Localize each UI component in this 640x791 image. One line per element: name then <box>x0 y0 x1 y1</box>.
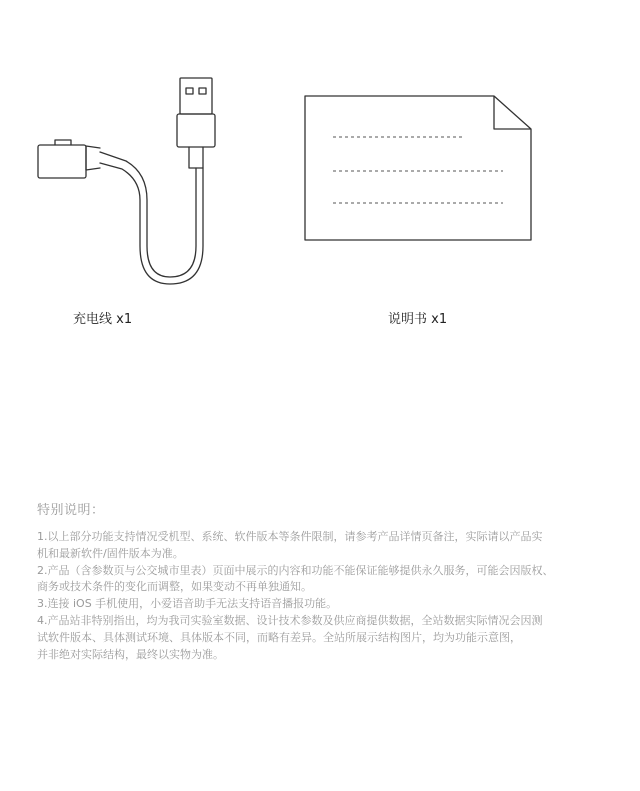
notes-line: 1.以上部分功能支持情况受机型、系统、软件版本等条件限制，请参考产品详情页备注，实际请以产品实 <box>37 530 543 543</box>
notes-line: 机和最新软件/固件版本为准。 <box>37 546 184 560</box>
manual-caption: 说明书 x1 <box>388 312 448 327</box>
manual-icon <box>300 90 540 245</box>
charging-cable-icon <box>20 70 260 300</box>
cable-caption: 充电线 x1 <box>73 312 133 327</box>
notes-line: 试软件版本、具体测试环境、具体版本不同，而略有差异。全站所展示结构图片，均为功能示意图， <box>37 630 521 644</box>
notes-title: 特别说明： <box>37 503 105 518</box>
notes-line: 3.连接 iOS 手机使用，小爱语音助手无法支持语音播报功能。 <box>37 597 338 611</box>
notes-body <box>37 529 597 663</box>
notes-line: 商务或技术条件的变化而调整，如果变动不再单独通知。 <box>37 580 312 594</box>
notes-line: 4.产品站非特别指出，均为我司实验室数据、设计技术参数及供应商提供数据，全站数据实际情况会因测 <box>37 613 543 627</box>
notes-line: 并非绝对实际结构，最终以实物为准。 <box>37 647 224 661</box>
notes-line: 2.产品（含参数页与公交城市里表）页面中展示的内容和功能不能保证能够提供永久服务，可能会因版权、 <box>37 563 554 577</box>
